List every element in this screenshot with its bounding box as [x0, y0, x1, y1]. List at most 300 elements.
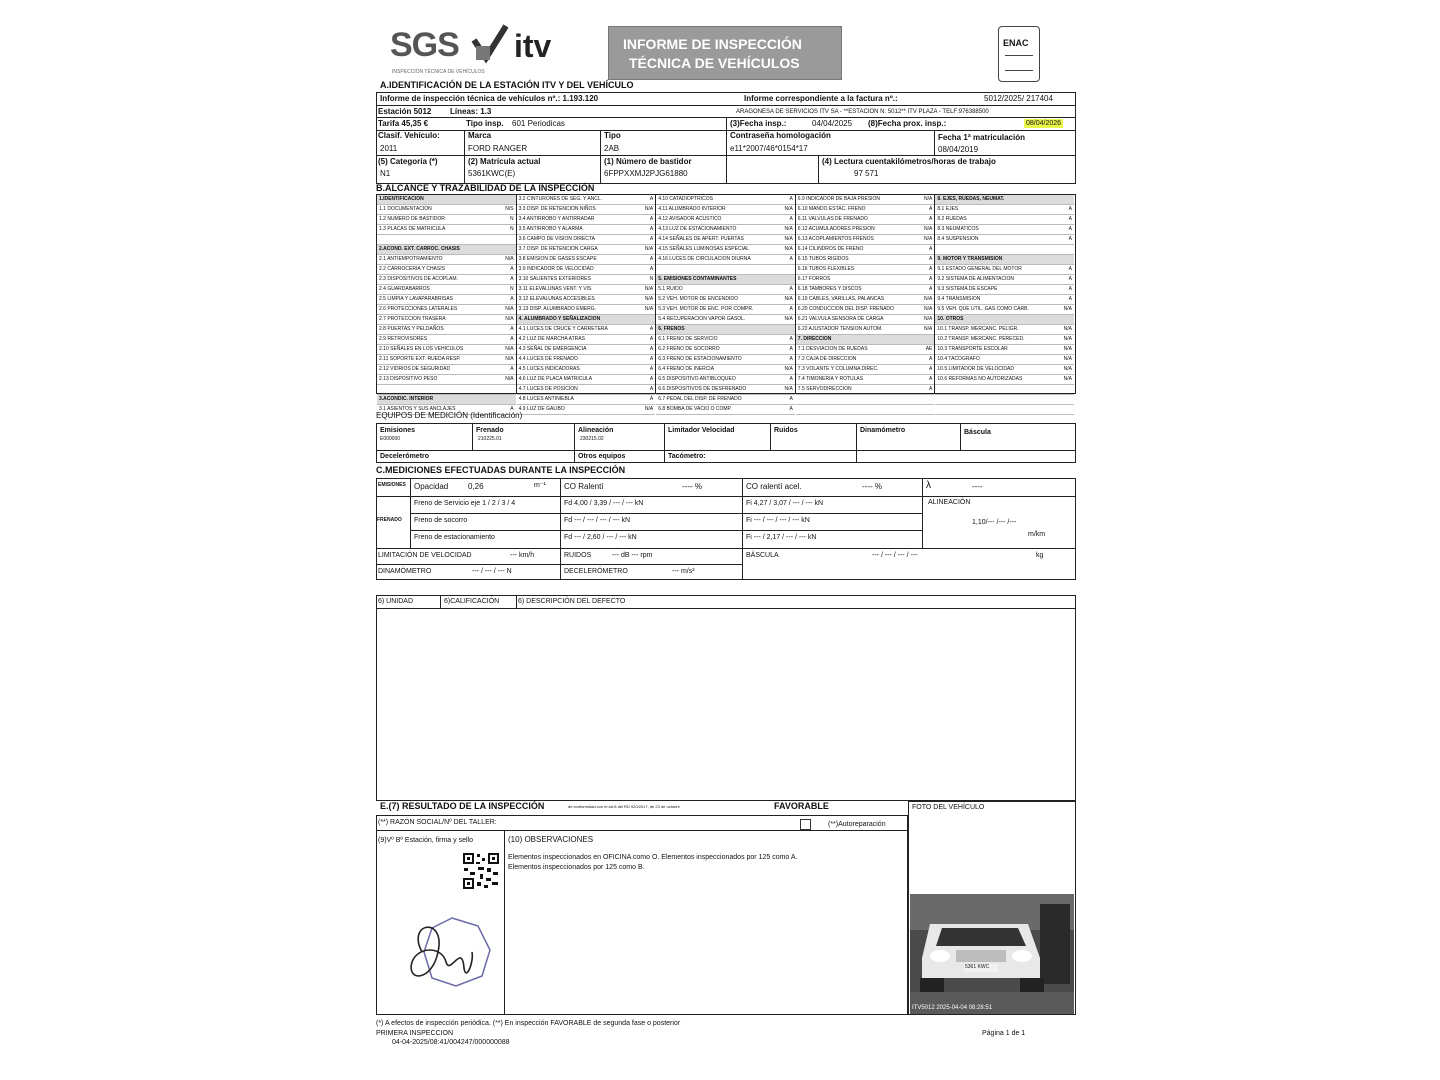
- clasif-value: 2011: [380, 144, 398, 153]
- report-title-box: [608, 26, 842, 80]
- scope-item: [935, 235, 1074, 245]
- scope-item-code: N/A: [644, 206, 654, 212]
- scope-item-code: N/A: [924, 296, 933, 302]
- scope-item-label: 1.IDENTIFICACION: [379, 196, 424, 202]
- scope-item-label: 9.5 VEH. QUE UTIL. GAS COMO CARB.: [937, 306, 1029, 312]
- page-number: Página 1 de 1: [982, 1030, 1026, 1037]
- scope-item: [377, 225, 516, 235]
- ruidos-label: RUIDOS: [564, 552, 592, 559]
- limitacion-velocidad: LIMITACIÓN DE VELOCIDAD: [378, 552, 472, 559]
- bascula-label: BÁSCULA: [746, 552, 779, 559]
- scope-item: [796, 355, 935, 365]
- footer-primera: PRIMERA INSPECCION: [376, 1030, 454, 1037]
- scope-item-code: A: [510, 276, 514, 282]
- scope-item-code: N/A: [505, 306, 514, 312]
- scope-item: [656, 315, 795, 325]
- scope-item: [377, 355, 516, 365]
- scope-item-code: N/A: [644, 296, 654, 302]
- scope-item-code: A: [510, 266, 514, 272]
- scope-item: [656, 235, 795, 245]
- equipo-bascula: Báscula: [964, 429, 991, 436]
- scope-item-label: [796, 406, 798, 412]
- scope-item-code: A: [789, 396, 793, 402]
- scope-item-label: 2.4 GUARDABARROS: [379, 286, 430, 292]
- bastidor-value: 6FPPXXMJ2PJG61880: [604, 169, 688, 178]
- scope-item-label: 2.10 SEÑALES EN LOS VEHICULOS: [379, 346, 464, 352]
- scope-item-label: 8.2 RUEDAS: [937, 216, 967, 222]
- scope-item: [935, 375, 1074, 385]
- observaciones-line1: Elementos inspeccionados en OFICINA como O. Elementos inspeccionados por 125 como A.: [508, 854, 798, 861]
- scope-item-code: N/A: [644, 246, 654, 252]
- scope-item: [656, 255, 795, 265]
- scope-item-code: N/A: [644, 406, 654, 412]
- equipo-limitador: Limitador Velocidad: [668, 427, 735, 434]
- scope-item-label: 8.1 EJES: [937, 206, 959, 212]
- scope-item-label: 2.13 DISPOSITIVO PESO: [379, 376, 438, 382]
- scope-item-label: 2.12 VIDRIOS DE SEGURIDAD: [379, 366, 451, 372]
- scope-item: [517, 225, 656, 235]
- report-title-line2: TÉCNICA DE VEHÍCULOS: [629, 55, 800, 71]
- scope-item-code: N/A: [784, 236, 793, 242]
- scope-item-label: 4.13 LUZ DE ESTACIONAMIENTO: [658, 226, 737, 232]
- fi-servicio: Fi 4,27 / 3,07 / --- / --- kN: [746, 500, 824, 507]
- bastidor-label: (1) Número de bastidor: [604, 157, 692, 166]
- scope-item: [935, 295, 1074, 305]
- scope-item-code: A: [789, 196, 793, 202]
- tipo-insp-value: 601 Periodicas: [512, 119, 565, 128]
- scope-item-label: 6.15 TUBOS RIGIDOS: [797, 256, 849, 262]
- scope-item: [796, 315, 935, 325]
- scope-item-label: 3.7 DISP. DE RETENCION CARGA: [518, 246, 598, 252]
- scope-item-code: A: [649, 266, 654, 272]
- scope-item: [517, 365, 656, 375]
- report-title-line1: INFORME DE INSPECCIÓN: [623, 36, 802, 52]
- lectura-label: (4) Lectura cuentakilómetros/horas de trabajo: [822, 157, 996, 166]
- scope-item-code: A: [649, 356, 654, 362]
- scope-item: [796, 255, 935, 265]
- scope-column: [517, 195, 657, 412]
- scope-item: [796, 365, 935, 375]
- scope-item-code: A: [649, 326, 654, 332]
- equipo-tacometro: Tacómetro:: [668, 453, 706, 460]
- scope-item: [656, 225, 795, 235]
- scope-item: [517, 195, 656, 205]
- scope-item-code: A: [1068, 226, 1072, 232]
- section-e-legal: de conformidad con el art.8 del RD 920/2017, de 23 de octubre: [568, 804, 680, 809]
- scope-item-code: N/A: [1063, 376, 1072, 382]
- scope-item: [935, 385, 1074, 395]
- scope-item-code: A: [649, 226, 654, 232]
- scope-item-label: 3.2 CINTURONES DE SEG. Y ANCL.: [518, 196, 603, 202]
- frenado-row-label: FRENADO: [377, 517, 402, 523]
- scope-item-code: A: [789, 336, 793, 342]
- scope-item: [517, 325, 656, 335]
- scope-item-code: N/A: [505, 376, 514, 382]
- scope-item-label: 6.2 FRENO DE SOCORRO: [658, 346, 720, 352]
- scope-item-label: 4.16 LUCES DE CIRCULACION DIURNA: [658, 256, 751, 262]
- scope-item-code: A: [649, 386, 654, 392]
- scope-item-label: 4.9 LUZ DE GALIBO: [518, 406, 565, 412]
- scope-item-code: N/A: [784, 366, 793, 372]
- razon-social: (**) RAZÓN SOCIAL/Nº DEL TALLER:: [378, 819, 497, 826]
- dinamometro-value: --- / --- / --- N: [472, 568, 512, 575]
- scope-item-code: A: [510, 406, 514, 412]
- scope-group-header: [656, 325, 795, 335]
- scope-item-code: A: [789, 346, 793, 352]
- scope-item-code: A: [929, 356, 933, 362]
- scope-item-label: 6.1 FRENO DE SERVICIO: [658, 336, 718, 342]
- scope-item-label: 6.21 VALVULA SENSORA DE CARGA: [797, 316, 884, 322]
- scope-item-label: 9.3 SISTEMA DE ESCAPE: [937, 286, 998, 292]
- scope-item-label: 6.20 CONDUCCION DEL DISP. FRENADO: [797, 306, 894, 312]
- fd-servicio: Fd 4,00 / 3,39 / --- / --- kN: [564, 500, 644, 507]
- scope-item-label: 2.2 CARROCERIA Y CHASIS: [379, 266, 445, 272]
- scope-item: [517, 355, 656, 365]
- scope-item-code: N/A: [1063, 366, 1072, 372]
- scope-item: [656, 195, 795, 205]
- clasif-label: Clasif. Vehículo:: [378, 131, 440, 140]
- scope-item-label: 10.4 TACOGRAFO: [937, 356, 980, 362]
- contrasena-value: e11*2007/46*0154*17: [730, 144, 808, 153]
- equipo-otros: Otros equipos: [578, 453, 626, 460]
- freno-estacionamiento: Freno de estacionamiento: [414, 534, 495, 541]
- equipo-frenado-val: 210225.01: [478, 436, 502, 442]
- scope-item-label: 1.3 PLACAS DE MATRICULA: [379, 226, 446, 232]
- scope-item: [377, 235, 516, 245]
- scope-item: [935, 245, 1074, 255]
- scope-item: [656, 375, 795, 385]
- scope-item: [656, 365, 795, 375]
- alineacion-value: 1,10/--- /--- /---: [972, 519, 1017, 526]
- scope-item-label: 6.16 TUBOS FLEXIBLES: [797, 266, 855, 272]
- bascula-value: --- / --- / --- / ---: [872, 552, 918, 559]
- scope-item-code: A: [789, 356, 793, 362]
- co-ralenti: CO Ralentí: [564, 482, 604, 491]
- scope-item: [377, 365, 516, 375]
- scope-item-label: 6.4 FRENO DE INERCIA: [658, 366, 715, 372]
- scope-item: [935, 365, 1074, 375]
- scope-item-label: 7.1 DESVIACION DE RUEDAS: [797, 346, 868, 352]
- scope-item: [517, 395, 656, 405]
- scope-item-code: A: [929, 246, 933, 252]
- scope-item-label: 3.13 DISP. ALUMBRADO EMERG.: [518, 306, 597, 312]
- scope-item-code: N/A: [505, 356, 514, 362]
- scope-group-header: [377, 395, 516, 405]
- scope-item-code: A: [929, 386, 933, 392]
- scope-item-code: A: [1068, 206, 1072, 212]
- photo-timestamp: ITV5012 2025-04-04 08:28:51: [912, 1005, 993, 1011]
- scope-item-code: N/A: [644, 306, 654, 312]
- scope-item-code: N/A: [924, 196, 933, 202]
- scope-item: [377, 375, 516, 385]
- autoreparacion-label: (**)Autoreparación: [828, 821, 886, 828]
- scope-item: [796, 325, 935, 335]
- scope-item-label: 2.1 ANTIEMPOTRAMIENTO: [379, 256, 443, 262]
- logo-subtitle: INSPECCIÓN TÉCNICA DE VEHÍCULOS: [392, 69, 485, 75]
- scope-item-label: 6.3 FRENO DE ESTACIONAMIENTO: [658, 356, 742, 362]
- scope-item-label: 4.3 SEÑAL DE EMERGENCIA: [518, 346, 587, 352]
- dinamometro-label: DINAMÓMETRO: [378, 568, 432, 575]
- categoria-value: N1: [380, 169, 391, 178]
- scope-item: [377, 305, 516, 315]
- scope-item-label: 10.3 TRANSPORTE ESCOLAR: [937, 346, 1008, 352]
- scope-group-header: [796, 335, 935, 345]
- scope-item-label: 3.3 DISP. DE RETENCION NIÑOS: [518, 206, 596, 212]
- lineas: Líneas: 1.3: [450, 107, 492, 116]
- scope-item-label: 6.12 ACUMULADORES PRESION: [797, 226, 875, 232]
- section-e-title: E.(7) RESULTADO DE LA INSPECCIÓN: [380, 801, 545, 811]
- scope-item-label: 4. ALUMBRADO Y SEÑALIZACION: [518, 316, 601, 322]
- scope-item-code: N/A: [1063, 306, 1072, 312]
- scope-column: [377, 195, 517, 412]
- scope-item-code: A: [1068, 216, 1072, 222]
- scope-item-label: 10. OTROS: [937, 316, 964, 322]
- scope-item-label: 4.8 LUCES ANTINIEBLA: [518, 396, 574, 402]
- station-stamp-signature: [402, 912, 502, 992]
- fi-socorro: Fi --- / --- / --- / --- kN: [746, 517, 810, 524]
- autoreparacion-checkbox[interactable]: [800, 819, 811, 830]
- informe-number: Informe de inspección técnica de vehículos nº.: 1.193.120: [380, 94, 599, 103]
- equipo-dinamometro: Dinamómetro: [860, 427, 906, 434]
- scope-item-label: 5.1 RUIDO: [658, 286, 683, 292]
- scope-item-code: AE: [925, 346, 933, 352]
- scope-item: [517, 405, 656, 415]
- scope-item: [796, 235, 935, 245]
- scope-item: [517, 215, 656, 225]
- scope-item: [935, 335, 1074, 345]
- scope-item-code: A: [649, 396, 654, 402]
- opacidad-label: Opacidad: [414, 482, 449, 491]
- scope-item-code: A: [929, 366, 933, 372]
- scope-item-label: 6.6 DISPOSITIVOS DE DESFRENADO: [658, 386, 747, 392]
- scope-item: [796, 205, 935, 215]
- scope-item: [377, 325, 516, 335]
- scope-item-code: N/A: [784, 316, 793, 322]
- scope-item: [517, 335, 656, 345]
- scope-item: [935, 355, 1074, 365]
- scope-group-header: [656, 275, 795, 285]
- scope-item: [656, 385, 795, 395]
- scope-item: [656, 295, 795, 305]
- limitacion-value: --- km/h: [510, 552, 535, 559]
- scope-item-code: N/A: [924, 226, 933, 232]
- scope-item-code: A: [1068, 296, 1072, 302]
- scope-item-label: 3.6 CAMPO DE VISION DIRECTA: [518, 236, 595, 242]
- scope-item-label: 6.7 PEDAL DEL DISP. DE FRENADO: [658, 396, 742, 402]
- scope-item-label: 4.4 LUCES DE FRENADO: [518, 356, 578, 362]
- scope-item-label: 10.1 TRANSP. MERCANC. PELIGR.: [937, 326, 1019, 332]
- scope-item: [796, 345, 935, 355]
- scope-item-label: 2.3 DISPOSITIVOS DE ACOPLAM.: [379, 276, 458, 282]
- scope-item-label: 6.22 AJUSTADOR TENSION AUTOM.: [797, 326, 883, 332]
- scope-item-label: 1.2 NUMERO DE BASTIDOR: [379, 216, 445, 222]
- scope-item-label: 7.4 TIMONERIA Y ROTULAS: [797, 376, 864, 382]
- scope-item-label: 9.2 SISTEMA DE ALIMENTACION: [937, 276, 1014, 282]
- scope-item-label: 10.6 REFORMAS NO AUTORIZADAS: [937, 376, 1023, 382]
- equipo-alineacion: Alineación: [578, 427, 614, 434]
- scope-item-code: N/A: [924, 326, 933, 332]
- sgs-logo: SGS: [390, 26, 459, 64]
- equipo-frenado: Frenado: [476, 427, 504, 434]
- scope-item-label: 8. EJES, RUEDAS, NEUMAT.: [937, 196, 1005, 202]
- lambda-value: ----: [972, 482, 983, 491]
- scope-item: [796, 405, 935, 415]
- scope-item-code: A: [649, 236, 654, 242]
- scope-item-label: [796, 396, 798, 402]
- scope-item-code: N/A: [784, 226, 793, 232]
- scope-item-code: N/A: [924, 306, 933, 312]
- fecha-insp-value: 04/04/2025: [812, 119, 853, 128]
- scope-item: [796, 305, 935, 315]
- scope-item: [935, 275, 1074, 285]
- scope-item-label: 2.6 PROTECCIONES LATERALES: [379, 306, 458, 312]
- scope-item-label: 4.11 ALUMBRADO INTERIOR: [658, 206, 726, 212]
- scope-item: [935, 285, 1074, 295]
- scope-item-label: 6.8 BOMBA DE VACIO O COMP.: [658, 406, 732, 412]
- vehicle-plate: 5361 KWC: [965, 964, 990, 970]
- scope-item-code: A: [789, 306, 793, 312]
- scope-item-label: [935, 396, 937, 402]
- marca-label: Marca: [468, 131, 492, 140]
- scope-item-label: 5.2 VEH. MOTOR DE ENCENDIDO: [658, 296, 738, 302]
- scope-item-code: N/A: [784, 386, 793, 392]
- scope-group-header: [935, 315, 1074, 325]
- tipo-label: Tipo: [604, 131, 621, 140]
- enac-lines: [1005, 55, 1033, 71]
- scope-item-code: N/A: [644, 286, 654, 292]
- scope-item-code: N/A: [924, 236, 933, 242]
- scope-item: [935, 405, 1074, 415]
- scope-item-code: A: [929, 376, 933, 382]
- scope-item-label: 4.2 LUZ DE MARCHA ATRAS: [518, 336, 585, 342]
- scope-item: [517, 305, 656, 315]
- scope-item: [517, 385, 656, 395]
- scope-item: [377, 285, 516, 295]
- co-ralenti-acel-val: ---- %: [862, 482, 882, 491]
- scope-item-label: [377, 386, 379, 392]
- factura-label: Informe correspondiente a la factura nº.:: [744, 94, 898, 103]
- scope-item-code: N/S: [505, 206, 514, 212]
- scope-item: [377, 345, 516, 355]
- scope-item-code: A: [929, 256, 933, 262]
- scope-item-code: A: [649, 366, 654, 372]
- scope-item-label: 3.9 INDICADOR DE VELOCIDAD: [518, 266, 594, 272]
- marca-value: FORD RANGER: [468, 144, 528, 153]
- scope-item-label: 6.9 INDICADOR DE BAJA PRESION: [797, 196, 881, 202]
- observaciones-line2: Elementos inspeccionados por 125 como B.: [508, 864, 645, 871]
- scope-item: [656, 335, 795, 345]
- tipo-value: 2AB: [604, 144, 620, 153]
- scope-item: [517, 245, 656, 255]
- scope-item-label: 6.18 TAMBORES Y DISCOS: [797, 286, 862, 292]
- decelerometro-value: --- m/s²: [672, 568, 695, 575]
- scope-item-label: 2.11 SOPORTE EXT. RUEDA RESP.: [379, 356, 461, 362]
- scope-item: [656, 355, 795, 365]
- scope-item-code: N/A: [505, 256, 514, 262]
- scope-item-code: A: [649, 256, 654, 262]
- unidad-header: 6) UNIDAD: [378, 598, 414, 605]
- scope-item-label: 3.8 EMISION DE GASES ESCAPE: [518, 256, 597, 262]
- scope-item: [377, 265, 516, 275]
- scope-group-header: [377, 195, 516, 205]
- scope-item-label: [935, 246, 937, 252]
- scope-item-label: 4.15 SEÑALES LUMINOSAS ESPECIAL: [658, 246, 750, 252]
- scope-item-code: A: [1068, 236, 1072, 242]
- scope-item-code: A: [649, 346, 654, 352]
- fd-socorro: Fd --- / --- / --- / --- kN: [564, 517, 631, 524]
- scope-item: [796, 215, 935, 225]
- footer-code: 04-04-2025/08:41/004247/000000088: [392, 1039, 510, 1046]
- alineacion-label: ALINEACIÓN: [928, 499, 971, 506]
- scope-item: [377, 315, 516, 325]
- scope-item-code: N/A: [784, 246, 793, 252]
- scope-item-code: N/A: [784, 206, 793, 212]
- scope-item-code: A: [649, 376, 654, 382]
- scope-item: [935, 345, 1074, 355]
- scope-item-code: N/A: [1063, 346, 1072, 352]
- scope-item-label: 2.9 RETROVISORES: [379, 336, 428, 342]
- equipos-title: EQUIPOS DE MEDICIÓN (Identificación): [376, 411, 523, 420]
- matric1-value: 08/04/2019: [938, 145, 979, 154]
- scope-item-code: A: [1068, 266, 1072, 272]
- section-b-grid: [376, 194, 1076, 412]
- scope-item-label: 3.4 ANTIRROBO Y ANTIRRADAR: [518, 216, 595, 222]
- scope-item-code: A: [510, 366, 514, 372]
- scope-item-code: N: [509, 216, 514, 222]
- bascula-unit: kg: [1036, 552, 1044, 559]
- inspection-report-page: [372, 22, 1078, 1062]
- scope-item-code: N/A: [1063, 356, 1072, 362]
- scope-item-code: A: [929, 276, 933, 282]
- contrasena-label: Contraseña homologación: [730, 131, 831, 140]
- scope-item-code: A: [649, 196, 654, 202]
- scope-item-label: 3.11 ELEVALUNAS VENT. Y VIS: [518, 286, 592, 292]
- scope-item-label: 9.4 TRANSMISION: [937, 296, 981, 302]
- scope-item-label: 6.5 DISPOSITIVO ANTIBLOQUEO: [658, 376, 736, 382]
- equipo-ruidos: Ruidos: [774, 427, 798, 434]
- scope-item-label: 7.3 VOLANTE Y COLUMNA DIREC.: [797, 366, 879, 372]
- empresa-info: ARAGONESA DE SERVICIOS ITV SA - **ESTACION N: 5012** ITV PLAZA - TELF:976388500: [736, 109, 989, 115]
- scope-item-code: A: [929, 266, 933, 272]
- descripcion-header: 6) DESCRIPCIÓN DEL DEFECTO: [518, 598, 626, 605]
- scope-item-code: N: [509, 226, 514, 232]
- scope-group-header: [377, 245, 516, 255]
- scope-item-code: A: [649, 216, 654, 222]
- matricula-value: 5361KWC(E): [468, 169, 516, 178]
- section-b-title: B.ALCANCE Y TRAZABILIDAD DE LA INSPECCIÓN: [376, 183, 595, 193]
- scope-item-code: A: [789, 216, 793, 222]
- scope-item-label: 3.10 SALIENTES EXTERIORES: [518, 276, 591, 282]
- scope-item: [935, 265, 1074, 275]
- scope-column: [796, 195, 936, 393]
- observaciones-label: (10) OBSERVACIONES: [508, 835, 594, 844]
- scope-item-code: A: [1068, 286, 1072, 292]
- scope-item-label: 4.14 SEÑALES DE APERT. PUERTAS: [658, 236, 744, 242]
- scope-item-code: A: [510, 326, 514, 332]
- scope-item: [935, 205, 1074, 215]
- scope-item-label: 6.13 ACOPLAMIENTOS FRENOS: [797, 236, 874, 242]
- scope-item-label: 7.5 SERVODIRECCION: [797, 386, 852, 392]
- categoria-label: (5) Categoría (*): [378, 157, 438, 166]
- scope-item-label: [656, 266, 658, 272]
- scope-item-label: [935, 386, 937, 392]
- scope-item: [656, 305, 795, 315]
- scope-item: [935, 325, 1074, 335]
- foto-label: FOTO DEL VEHÍCULO: [912, 804, 985, 811]
- scope-item-label: 5. EMISIONES CONTAMINANTES: [658, 276, 737, 282]
- scope-item: [656, 215, 795, 225]
- freno-servicio: Freno de Servicio eje 1 / 2 / 3 / 4: [414, 500, 516, 507]
